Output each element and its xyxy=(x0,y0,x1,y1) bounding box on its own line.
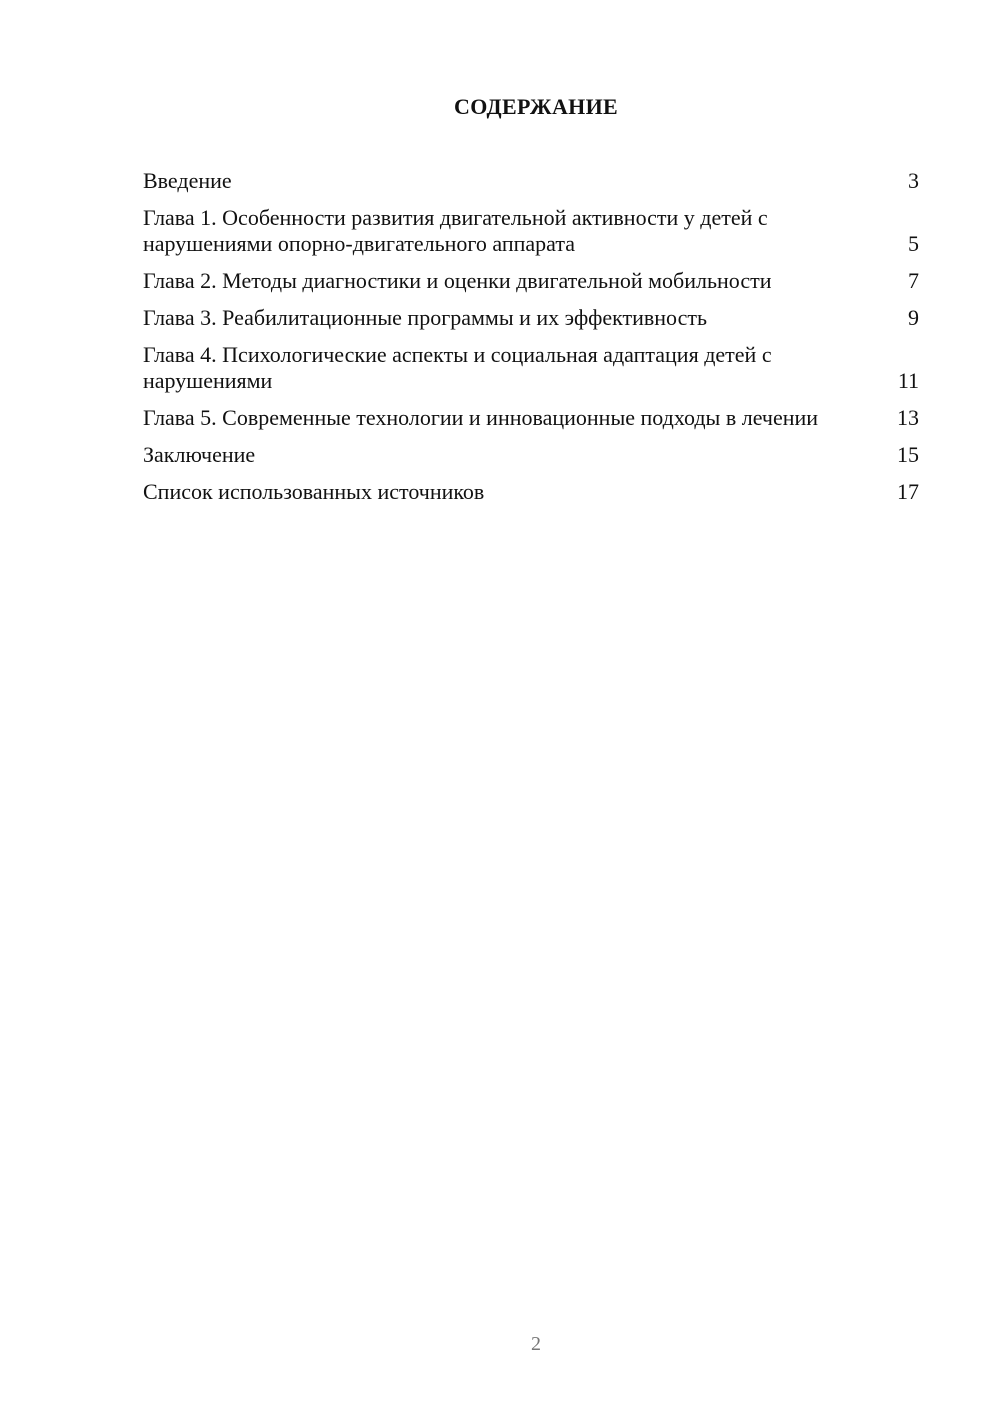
toc-entry-chapter-1 xyxy=(143,205,919,257)
toc-entry-page: 11 xyxy=(897,368,919,393)
toc-heading: СОДЕРЖАНИЕ xyxy=(454,94,618,119)
toc-entry-title: Список использованных источников xyxy=(143,479,485,504)
toc-entry-chapter-5 xyxy=(143,405,919,431)
toc-entry-page: 5 xyxy=(908,231,919,256)
page-number: 2 xyxy=(531,1333,541,1355)
toc-entry-title: Глава 3. Реабилитационные программы и их эффективность xyxy=(143,305,708,330)
toc-entry-conclusion xyxy=(143,442,919,468)
toc-entry-references xyxy=(143,479,919,505)
toc-entry-title: Глава 5. Современные технологии и инновационные подходы в лечении xyxy=(143,405,819,430)
toc-entry-title: Глава 2. Методы диагностики и оценки двигательной мобильности xyxy=(143,268,772,293)
toc-entry-chapter-2 xyxy=(143,268,919,294)
toc-entry-page: 15 xyxy=(897,442,919,467)
toc-entry-title: Заключение xyxy=(143,442,256,467)
toc-entry-introduction xyxy=(143,168,919,194)
toc-entry-page: 9 xyxy=(908,305,919,330)
toc-entry-title: Глава 4. Психологические аспекты и социальная адаптация детей с нарушениями xyxy=(143,342,772,393)
toc-entry-page: 3 xyxy=(908,168,919,193)
toc-entry-page: 17 xyxy=(897,479,919,504)
toc-entry-title: Глава 1. Особенности развития двигательной активности у детей с нарушениями опорно-двигательного аппарата xyxy=(143,205,768,256)
toc-entry-page: 13 xyxy=(897,405,919,430)
table-of-contents xyxy=(143,168,919,516)
toc-entry-title: Введение xyxy=(143,168,232,193)
toc-entry-page: 7 xyxy=(908,268,919,293)
toc-entry-chapter-4 xyxy=(143,342,919,394)
toc-entry-chapter-3 xyxy=(143,305,919,331)
